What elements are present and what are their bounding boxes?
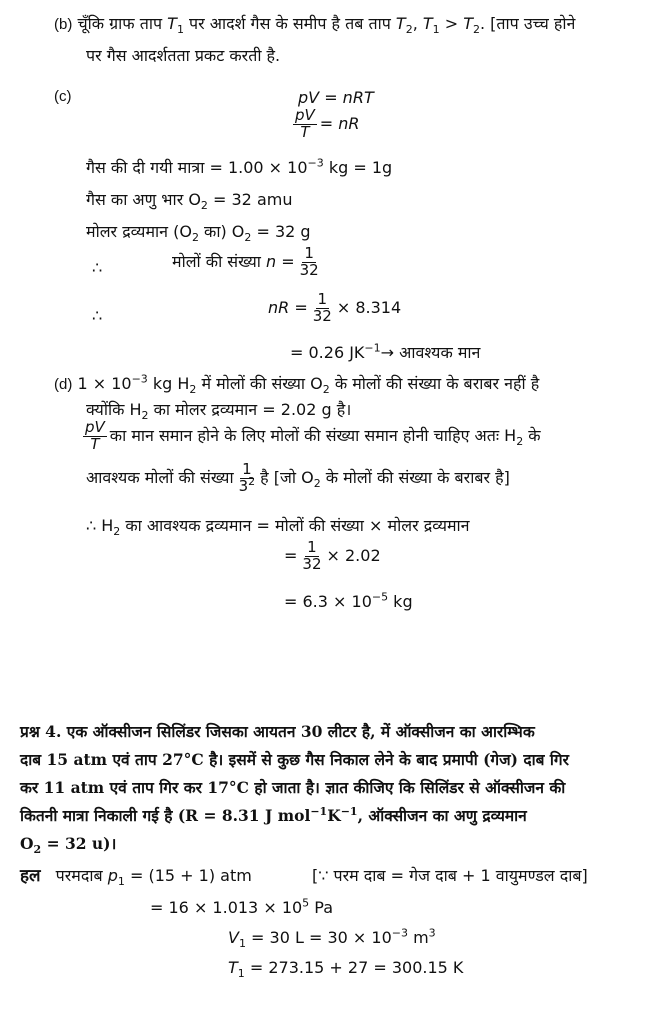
- denominator: T: [300, 122, 310, 141]
- eq-pv-over-t: [290, 108, 360, 141]
- fraction: [293, 108, 317, 141]
- therefore-1: ∴: [92, 258, 103, 277]
- exp: −1: [340, 804, 358, 818]
- numerator: 1: [307, 538, 317, 556]
- text: गैस की दी गयी मात्रा = 1.00 × 10: [86, 158, 308, 177]
- rhs: = nR: [319, 113, 360, 133]
- exp: −1: [364, 341, 381, 355]
- text: = 273.15 + 27 = 300.15 K: [244, 958, 464, 977]
- molar-mass-line: [86, 222, 311, 245]
- part-d-line-6: [284, 540, 381, 573]
- part-d-line-5: [86, 516, 470, 539]
- text: चूँकि ग्राफ ताप: [77, 14, 168, 33]
- text: के मोलों की संख्या के बराबर नहीं है: [329, 374, 540, 393]
- sub: 2: [313, 476, 321, 490]
- exp: −3: [307, 156, 324, 170]
- text: = 30 L = 30 × 10: [245, 928, 392, 947]
- var: T: [228, 958, 238, 977]
- text: =: [276, 251, 295, 271]
- text: के: [523, 425, 541, 445]
- denominator: 32: [302, 554, 322, 573]
- solution-line-3: [228, 926, 436, 951]
- sub: 2: [113, 525, 121, 539]
- var: T: [463, 14, 473, 33]
- denominator: [237, 474, 258, 495]
- sub: 2: [33, 843, 42, 857]
- nr-line: [268, 292, 401, 325]
- sub: 2: [405, 23, 413, 37]
- text: × 2.02: [326, 545, 381, 565]
- var: n: [266, 251, 277, 271]
- solution-heading: हल: [20, 866, 41, 886]
- part-d-line-1: [54, 374, 539, 395]
- text: × 8.314: [336, 297, 402, 317]
- part-d-line-4: [86, 462, 510, 495]
- text: है [जो O: [260, 467, 314, 487]
- fraction: [237, 462, 258, 495]
- fraction: [298, 246, 321, 279]
- question-4-line-5: [20, 834, 117, 857]
- text: =: [284, 545, 298, 565]
- molecular-weight-line: [86, 190, 293, 213]
- text: के मोलों की संख्या के बराबर है]: [320, 467, 510, 487]
- part-b-label: (b): [54, 16, 73, 33]
- text: m: [407, 928, 429, 947]
- text: गैस का अणु भार O: [86, 190, 201, 209]
- result-line: [290, 343, 480, 363]
- text: का) O: [198, 222, 245, 241]
- part-b-line-1: [54, 14, 575, 35]
- exp: 3: [428, 926, 436, 940]
- moles-count-line: [172, 246, 324, 279]
- denominator: 32: [312, 306, 332, 325]
- text: = 32 u)।: [41, 834, 117, 853]
- fraction: [311, 292, 334, 325]
- solution-line-1: [20, 866, 252, 887]
- numerator: pV: [295, 106, 315, 124]
- text: → आवश्यक मान: [380, 343, 481, 362]
- text: में मोलों की संख्या O: [196, 374, 323, 393]
- sub: 2: [322, 383, 330, 397]
- text: ∴ H: [86, 516, 114, 535]
- part-b-line-2: पर गैस आदर्शतता प्रकट करती है.: [86, 46, 281, 65]
- var: V: [228, 928, 239, 947]
- text: का आवश्यक द्रव्यमान = मोलों की संख्या × मोलर द्रव्यमान: [120, 516, 470, 535]
- denominator: T: [90, 434, 100, 453]
- fraction: [83, 420, 107, 453]
- part-d-line-3: [80, 420, 541, 453]
- var: p: [107, 866, 118, 885]
- question-4-line-4: [20, 806, 527, 825]
- exp: 5: [302, 896, 310, 910]
- exp: −3: [391, 926, 408, 940]
- text: ,: [412, 14, 423, 33]
- sub: 2: [141, 409, 149, 423]
- numerator: 1: [242, 460, 252, 478]
- text: K: [327, 806, 341, 825]
- numerator: 1: [304, 244, 314, 262]
- sub: 2: [244, 231, 252, 245]
- sub: 1: [237, 967, 245, 981]
- text: kg: [388, 592, 413, 611]
- lhs: nR: [268, 297, 290, 317]
- numerator: 1: [317, 290, 328, 308]
- text: = 16 × 1.013 × 10: [150, 898, 303, 917]
- sub: 2: [516, 434, 524, 448]
- var: T: [395, 14, 406, 33]
- text: . [ताप उच्च होने: [480, 14, 576, 33]
- text: , ऑक्सीजन का अणु द्रव्यमान: [357, 806, 527, 825]
- exp: 2: [248, 474, 256, 488]
- exp: −3: [131, 372, 148, 386]
- fraction: [300, 540, 323, 573]
- solution-line-4: [228, 958, 464, 981]
- text: >: [439, 14, 464, 33]
- text: कितनी मात्रा निकाली गई है (R = 8.31 J mol: [20, 806, 311, 825]
- question-4-line-3: कर 11 atm एवं ताप गिर कर 17°C हो जाता है। ज्ञात कीजिए कि सिलिंडर से ऑक्सीजन की: [20, 778, 566, 797]
- sub: 2: [200, 199, 208, 213]
- numerator: pV: [85, 418, 105, 436]
- sub: 2: [191, 231, 199, 245]
- text: क्योंकि H: [86, 400, 142, 419]
- text: = (15 + 1) atm: [124, 866, 252, 885]
- var: T: [422, 14, 433, 33]
- text: पर आदर्श गैस के समीप है तब ताप: [183, 14, 396, 33]
- exp: −5: [371, 590, 389, 604]
- var: T: [167, 14, 177, 33]
- part-d-line-7: [284, 592, 413, 612]
- sub: 1: [117, 875, 125, 889]
- exp: −1: [310, 804, 328, 818]
- text: O: [20, 834, 34, 853]
- text: आवश्यक मोलों की संख्या: [86, 467, 234, 487]
- eq-pv-nrt: pV = nRT: [298, 88, 374, 107]
- text: = 32 g: [251, 222, 311, 241]
- solution-note: [∵ परम दाब = गेज दाब + 1 वायुमण्डल दाब]: [312, 866, 588, 885]
- sub: 2: [473, 23, 480, 37]
- sub: 2: [189, 383, 197, 397]
- question-4-line-2: दाब 15 atm एवं ताप 27°C है। इसमें से कुछ गैस निकाल लेने के बाद प्रमापी (गेज) दाब गिर: [20, 750, 569, 769]
- part-d-label: (d): [54, 376, 73, 393]
- part-d-line-2: [86, 400, 352, 423]
- sub: 1: [176, 23, 184, 37]
- text: = 0.26 JK: [290, 343, 365, 362]
- text: kg H: [147, 374, 190, 393]
- text: kg = 1g: [323, 158, 393, 177]
- sub: 1: [238, 937, 246, 951]
- solution-line-2: [150, 898, 333, 918]
- text: Pa: [309, 898, 333, 917]
- text: का मान समान होने के लिए मोलों की संख्या समान होनी चाहिए अतः H: [109, 425, 517, 445]
- therefore-2: ∴: [92, 306, 103, 325]
- text: = 32 amu: [207, 190, 293, 209]
- text: =: [289, 297, 308, 317]
- text: मोलों की संख्या: [172, 251, 266, 271]
- gas-mass-line: [86, 158, 392, 178]
- question-4-line-1: प्रश्न 4. एक ऑक्सीजन सिलिंडर जिसका आयतन 30 लीटर है, में ऑक्सीजन का आरम्भिक: [20, 722, 535, 741]
- sub: 1: [432, 23, 440, 37]
- text: का मोलर द्रव्यमान = 2.02 g है।: [148, 400, 352, 419]
- part-c-label: (c): [54, 88, 72, 105]
- den-base: 3: [238, 476, 249, 495]
- denominator: 32: [299, 260, 319, 279]
- text: परमदाब: [55, 866, 108, 885]
- text: = 6.3 × 10: [284, 592, 372, 611]
- text: मोलर द्रव्यमान (O: [86, 222, 192, 241]
- text: 1 × 10: [77, 374, 132, 393]
